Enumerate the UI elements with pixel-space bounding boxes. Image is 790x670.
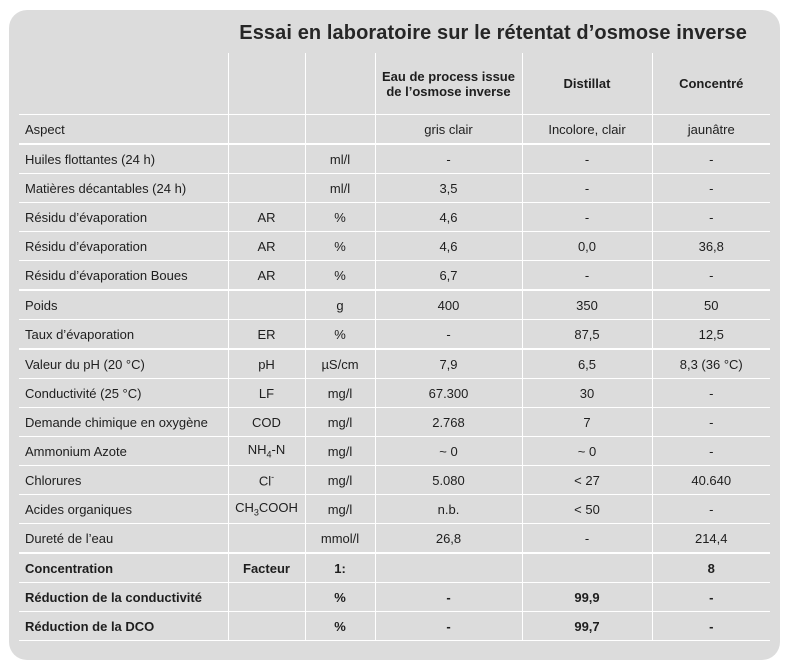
table-cell: Matières décantables (24 h) [19, 174, 228, 203]
formula-text: COOH [258, 500, 298, 516]
formula-subscript: 4 [266, 449, 272, 460]
table-cell [228, 524, 305, 554]
table-row [19, 495, 770, 524]
table-cell: - [652, 612, 770, 641]
table-cell: ER [228, 320, 305, 350]
table-cell: pH [228, 349, 305, 379]
table-cell: 6,5 [522, 349, 652, 379]
table-cell [228, 437, 305, 466]
table-row [19, 115, 770, 145]
table-row [19, 290, 770, 320]
table-cell: 4,6 [375, 203, 522, 232]
table-cell: - [522, 203, 652, 232]
table-cell: Résidu d’évaporation [19, 203, 228, 232]
table-row [19, 261, 770, 291]
formula-superscript: - [271, 471, 275, 482]
table-cell: 36,8 [652, 232, 770, 261]
table-cell: 6,7 [375, 261, 522, 291]
table-cell: 5.080 [375, 466, 522, 495]
table-cell: - [375, 612, 522, 641]
table-cell: - [522, 174, 652, 203]
table-cell [375, 553, 522, 583]
table-cell: 67.300 [375, 379, 522, 408]
table-row [19, 144, 770, 174]
table-cell: 350 [522, 290, 652, 320]
table-cell: Demande chimique en oxygène [19, 408, 228, 437]
table-cell: Résidu d’évaporation [19, 232, 228, 261]
table-cell: - [522, 144, 652, 174]
table-cell: Incolore, clair [522, 115, 652, 145]
table-cell [228, 466, 305, 495]
table-cell [228, 174, 305, 203]
table-cell: ~ 0 [375, 437, 522, 466]
table-cell: 7 [522, 408, 652, 437]
table-cell: 12,5 [652, 320, 770, 350]
table-cell: Ammonium Azote [19, 437, 228, 466]
table-cell [228, 290, 305, 320]
table-cell [228, 612, 305, 641]
table-cell: Acides organiques [19, 495, 228, 524]
table-cell: Facteur [228, 553, 305, 583]
table-row [19, 583, 770, 612]
table-cell: 99,9 [522, 583, 652, 612]
table-cell: ml/l [305, 174, 375, 203]
formula-text: CH [235, 500, 254, 516]
table-cell: - [522, 524, 652, 554]
table-cell: % [305, 232, 375, 261]
table-cell: - [375, 144, 522, 174]
table-cell: ml/l [305, 144, 375, 174]
table-cell: 50 [652, 290, 770, 320]
table-cell: - [652, 408, 770, 437]
table-row [19, 408, 770, 437]
table-cell: 4,6 [375, 232, 522, 261]
table-cell: 1: [305, 553, 375, 583]
table-cell: Aspect [19, 115, 228, 145]
formula-text: Cl [258, 473, 272, 489]
table-cell: µS/cm [305, 349, 375, 379]
header-row [19, 53, 770, 115]
table-cell: Résidu d’évaporation Boues [19, 261, 228, 291]
table-cell [228, 144, 305, 174]
table-cell: g [305, 290, 375, 320]
table-cell [305, 115, 375, 145]
table-cell: n.b. [375, 495, 522, 524]
header-cell: Concentré [652, 53, 770, 115]
table-cell: 99,7 [522, 612, 652, 641]
table-cell: 7,9 [375, 349, 522, 379]
table-cell: Réduction de la conductivité [19, 583, 228, 612]
formula-text: -N [271, 442, 286, 458]
table-cell: - [375, 583, 522, 612]
table-cell: Taux d’évaporation [19, 320, 228, 350]
table-cell: 400 [375, 290, 522, 320]
table-cell [228, 115, 305, 145]
table-row [19, 612, 770, 641]
table-card [9, 10, 780, 660]
table-cell: COD [228, 408, 305, 437]
table-cell: % [305, 261, 375, 291]
table-cell: - [375, 320, 522, 350]
header-cell [228, 53, 305, 115]
table-cell: - [652, 203, 770, 232]
page-title: Essai en laboratoire sur le rétentat d’osmose inverse [239, 22, 747, 44]
table-cell: < 50 [522, 495, 652, 524]
table-cell: 8,3 (36 °C) [652, 349, 770, 379]
table-cell: AR [228, 203, 305, 232]
table-cell: LF [228, 379, 305, 408]
table-cell [228, 495, 305, 524]
table-row [19, 174, 770, 203]
table-cell: 40.640 [652, 466, 770, 495]
table-row [19, 553, 770, 583]
table-row [19, 349, 770, 379]
header-cell [19, 53, 228, 115]
table-cell: mg/l [305, 379, 375, 408]
table-cell: Réduction de la DCO [19, 612, 228, 641]
table-cell: Chlorures [19, 466, 228, 495]
table-cell: % [305, 583, 375, 612]
table-cell: mg/l [305, 408, 375, 437]
table-cell: mg/l [305, 437, 375, 466]
table-cell: Conductivité (25 °C) [19, 379, 228, 408]
table-cell: % [305, 612, 375, 641]
table-cell: - [652, 144, 770, 174]
table-cell: mmol/l [305, 524, 375, 554]
table-cell: 87,5 [522, 320, 652, 350]
table-cell: < 27 [522, 466, 652, 495]
table-cell: AR [228, 261, 305, 291]
table-cell: mg/l [305, 495, 375, 524]
table-cell: 30 [522, 379, 652, 408]
table-cell: 214,4 [652, 524, 770, 554]
table-row [19, 379, 770, 408]
table-cell: - [522, 261, 652, 291]
table-cell: 26,8 [375, 524, 522, 554]
table-cell: ~ 0 [522, 437, 652, 466]
table-cell: 3,5 [375, 174, 522, 203]
table-cell: gris clair [375, 115, 522, 145]
table-cell: - [652, 174, 770, 203]
results-table [19, 53, 770, 641]
table-cell: % [305, 203, 375, 232]
table-row [19, 320, 770, 350]
header-cell [305, 53, 375, 115]
table-cell: Dureté de l’eau [19, 524, 228, 554]
table-row [19, 232, 770, 261]
table-cell: - [652, 261, 770, 291]
table-cell: - [652, 437, 770, 466]
table-cell: % [305, 320, 375, 350]
table-cell: 2.768 [375, 408, 522, 437]
header-cell: Eau de process issue de l’osmose inverse [375, 53, 522, 115]
table-cell: 8 [652, 553, 770, 583]
table-cell: mg/l [305, 466, 375, 495]
table-cell: Valeur du pH (20 °C) [19, 349, 228, 379]
table-cell: Huiles flottantes (24 h) [19, 144, 228, 174]
table-row [19, 524, 770, 554]
formula-subscript: 3 [253, 507, 259, 518]
formula-text: NH [247, 442, 267, 458]
table-row [19, 437, 770, 466]
header-cell: Distillat [522, 53, 652, 115]
table-cell: - [652, 583, 770, 612]
table-cell [228, 583, 305, 612]
table-cell: AR [228, 232, 305, 261]
table-cell: - [652, 495, 770, 524]
table-cell: 0,0 [522, 232, 652, 261]
table-cell: - [652, 379, 770, 408]
table-row [19, 466, 770, 495]
table-cell: jaunâtre [652, 115, 770, 145]
table-cell: Concentration [19, 553, 228, 583]
table-cell [522, 553, 652, 583]
table-row [19, 203, 770, 232]
table-cell: Poids [19, 290, 228, 320]
